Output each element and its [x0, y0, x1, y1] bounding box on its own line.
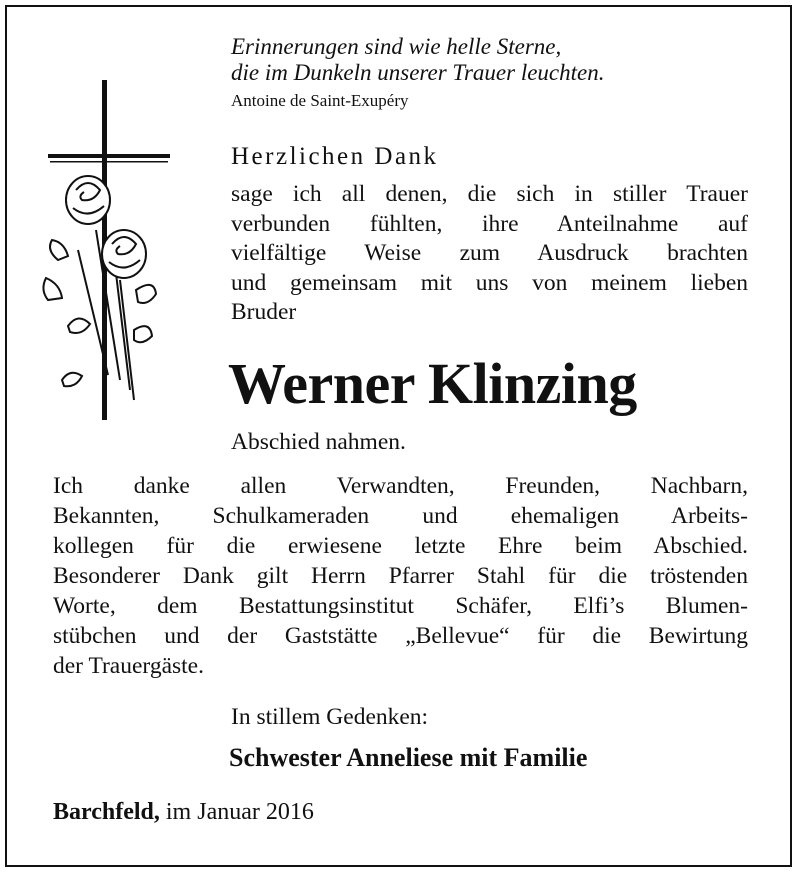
- closing-text: In stillem Gedenken:: [231, 704, 429, 730]
- signature: Schwester Anneliese mit Familie: [229, 743, 588, 772]
- thanks-line: stübchen und der Gaststätte „Bellevue“ für die Bewirtung: [53, 623, 748, 649]
- quote-author: Antoine de Saint-Exupéry: [231, 91, 409, 110]
- quote: [231, 34, 604, 86]
- roses-icon: [43, 176, 156, 400]
- thanks-line: Besonderer Dank gilt Herrn Pfarrer Stahl für die tröstenden: [53, 563, 748, 589]
- place-date: [53, 799, 314, 826]
- deceased-name: Werner Klinzing: [228, 351, 637, 416]
- intro-paragraph: [231, 180, 748, 328]
- thanks-line: kollegen für die erwiesene letzte Ehre beim Abschied.: [53, 533, 748, 559]
- farewell-text: Abschied nahmen.: [231, 429, 406, 455]
- intro-line: verbunden fühlten, ihre Anteilnahme auf: [231, 210, 748, 237]
- thanks-line: Bekannten, Schulkameraden und ehemaligen Arbeits-: [53, 503, 748, 529]
- thanks-line: Worte, dem Bestattungsinstitut Schäfer, Elfi’s Blumen-: [53, 593, 748, 619]
- quote-line-1: Erinnerungen sind wie helle Sterne,: [231, 34, 562, 59]
- thanks-line: Ich danke allen Verwandten, Freunden, Nachbarn,: [53, 473, 748, 499]
- intro-line: Bruder: [231, 299, 297, 325]
- intro-line: und gemeinsam mit uns von meinem lieben: [231, 269, 748, 296]
- intro-line: sage ich all denen, die sich in stiller Trauer: [231, 181, 748, 207]
- place: Barchfeld,: [53, 799, 160, 825]
- date: im Januar 2016: [165, 799, 314, 825]
- thanks-heading: Herzlichen Dank: [231, 143, 439, 170]
- thanks-paragraph: [53, 471, 748, 681]
- quote-line-2: die im Dunkeln unserer Trauer leuchten.: [231, 60, 605, 85]
- cross-with-roses-icon: [38, 80, 178, 425]
- thanks-line: der Trauergäste.: [53, 653, 204, 679]
- intro-line: vielfältige Weise zum Ausdruck brachten: [231, 240, 748, 266]
